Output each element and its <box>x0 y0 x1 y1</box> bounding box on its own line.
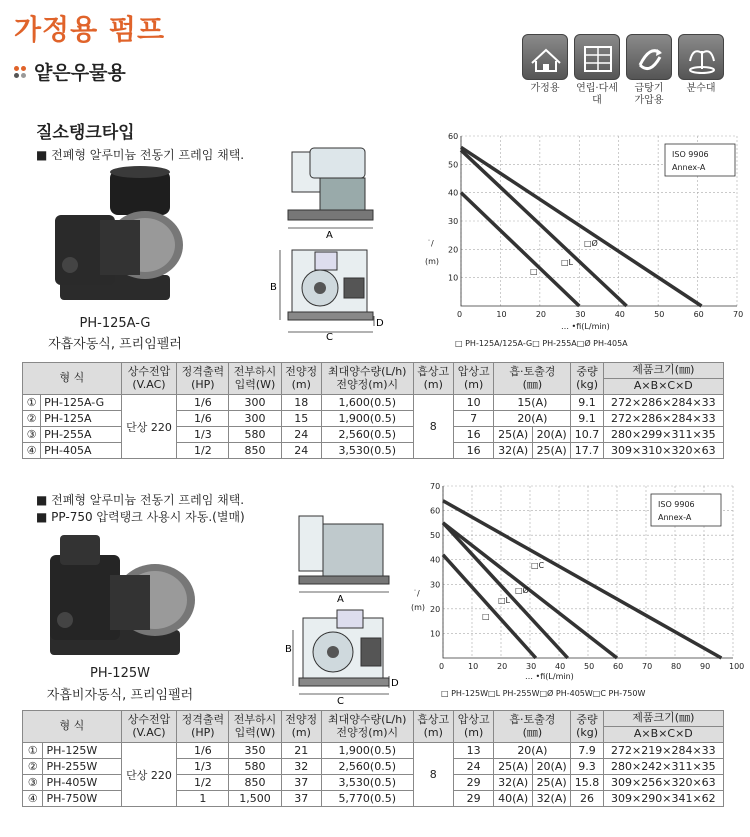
cell-hp: 1/6 <box>177 411 229 427</box>
chart2-curve-label-3: □Ø <box>515 586 529 595</box>
cell-hp: 1/3 <box>177 759 229 775</box>
cell-w: 580 <box>229 759 281 775</box>
col-size: 제품크기(㎜) <box>603 363 723 379</box>
chart2-iso-line2: Annex-A <box>658 513 692 522</box>
col-flow: 최대양수량(L/h) 전양정(m)시 <box>321 363 413 395</box>
page-title: 가정용 펌프 <box>14 13 165 46</box>
col2-voltage: 상수전압 (V.AC) <box>121 711 177 743</box>
cell-port2: 32(A) <box>532 791 570 807</box>
dim-c-label: C <box>326 332 333 340</box>
cell-w: 850 <box>229 775 281 791</box>
cell-port2: 25(A) <box>532 775 570 791</box>
dim-d-label: D <box>376 318 384 329</box>
col-hp: 정격출력 (HP) <box>177 363 229 395</box>
performance-chart-2 <box>405 478 745 703</box>
cell-w: 300 <box>229 395 281 411</box>
dimension-drawing-2 <box>285 510 405 705</box>
y-tick-label: 60 <box>448 132 459 141</box>
cell-push: 29 <box>453 791 493 807</box>
y-tick-label: 50 <box>448 160 459 170</box>
x-tick-label: 100 <box>729 662 745 671</box>
cell-voltage: 단상 220 <box>121 395 177 459</box>
x-tick-label: 20 <box>497 662 508 671</box>
cell-head: 24 <box>281 427 321 443</box>
cell-model: PH-125A <box>41 411 122 427</box>
col-weight: 중량 (kg) <box>571 363 603 395</box>
col-port: 흡·토출경 (㎜) <box>494 363 571 395</box>
section1-note: ■ 전폐형 알루미늄 전동기 프레임 채택. <box>36 148 245 162</box>
cell-model: PH-405W <box>43 775 121 791</box>
cell-kg: 17.7 <box>571 443 603 459</box>
cell-w: 580 <box>229 427 281 443</box>
cell-no: ① <box>23 743 43 759</box>
spec-table-1 <box>22 362 724 459</box>
cell-kg: 9.1 <box>571 395 603 411</box>
dimension-drawing-1 <box>270 140 390 340</box>
chart1-legend: □ PH-125A/125A-G□ PH-255A□Ø PH-405A <box>455 339 628 348</box>
col2-size: 제품크기(㎜) <box>603 711 723 727</box>
cell-size: 309×256×320×63 <box>603 775 723 791</box>
cell-head: 15 <box>281 411 321 427</box>
cell-no: ② <box>23 759 43 775</box>
cell-w: 300 <box>229 411 281 427</box>
chart1-curve-label-1: □ <box>530 267 538 276</box>
x-tick-label: 30 <box>526 662 537 671</box>
cell-push: 10 <box>453 395 493 411</box>
boost-icon <box>626 34 672 80</box>
col2-size-sub: A×B×C×D <box>603 727 723 743</box>
dim2-b-label: B <box>285 644 292 655</box>
y-tick-label: 60 <box>430 506 441 516</box>
cell-kg: 9.1 <box>571 411 603 427</box>
col2-flow: 최대양수량(L/h) 전양정(m)시 <box>321 711 413 743</box>
y-tick-label: 10 <box>448 273 459 283</box>
y-tick-label: 30 <box>448 217 459 226</box>
usage-boost <box>626 34 672 106</box>
cell-no: ① <box>23 395 41 411</box>
cell-model: PH-750W <box>43 791 121 807</box>
series-line-2 <box>443 523 568 658</box>
cell-size: 272×219×284×33 <box>603 743 723 759</box>
cell-head: 32 <box>281 759 321 775</box>
chart2-curve-label-1: □ <box>482 612 490 621</box>
col-head: 전양정 (m) <box>281 363 321 395</box>
cell-head: 24 <box>281 443 321 459</box>
x-tick-label: 70 <box>733 310 744 319</box>
y-tick-label: 30 <box>430 580 441 590</box>
col-suction: 흡상고 (m) <box>413 363 453 395</box>
dim2-d-label: D <box>391 678 399 689</box>
cell-hp: 1/3 <box>177 427 229 443</box>
cell-flow: 5,770(0.5) <box>321 791 413 807</box>
cell-hp: 1 <box>177 791 229 807</box>
cell-suction: 8 <box>413 743 453 807</box>
y-tick-label: 40 <box>448 188 459 198</box>
cell-no: ④ <box>23 443 41 459</box>
chart1-iso-line2: Annex-A <box>672 163 706 172</box>
y-tick-label: 10 <box>430 629 441 639</box>
cell-size: 280×242×311×35 <box>603 759 723 775</box>
usage-apartment-label: 연립·다세대 <box>576 83 618 106</box>
cell-push: 29 <box>453 775 493 791</box>
cell-no: ④ <box>23 791 43 807</box>
product-model-2: PH-125W <box>90 666 150 681</box>
cell-model: PH-255A <box>41 427 122 443</box>
cell-kg: 10.7 <box>571 427 603 443</box>
cell-no: ③ <box>23 775 43 791</box>
cell-port1: 15(A) <box>494 395 571 411</box>
cell-head: 21 <box>281 743 321 759</box>
x-tick-label: 10 <box>468 662 479 671</box>
cell-model: PH-125W <box>43 743 121 759</box>
cell-port1: 20(A) <box>494 743 571 759</box>
cell-flow: 1,600(0.5) <box>321 395 413 411</box>
cell-no: ③ <box>23 427 41 443</box>
col-watt: 전부하시 입력(W) <box>229 363 281 395</box>
chart2-curve-label-4: □C <box>531 561 545 570</box>
cell-kg: 26 <box>571 791 603 807</box>
chart2-curve-label-2: □L <box>498 596 511 605</box>
col-voltage: 상수전압 (V.AC) <box>121 363 177 395</box>
col2-port: 흡·토출경 (㎜) <box>494 711 571 743</box>
usage-fountain-label: 분수대 <box>686 83 716 94</box>
product-desc-1: 자흡자동식, 프리임펠러 <box>48 337 182 352</box>
chart1-curve-label-3: □Ø <box>584 239 598 248</box>
cell-head: 18 <box>281 395 321 411</box>
col2-model: 형 식 <box>23 711 122 743</box>
chart2-ylabel-b: (m) <box>411 603 426 612</box>
table-row <box>23 395 724 411</box>
product-model-1: PH-125A-G <box>79 316 151 331</box>
chart1-ylabel-a: ˙/ <box>427 239 434 248</box>
y-tick-label: 20 <box>448 245 459 255</box>
y-tick-label: 20 <box>430 604 441 614</box>
dim2-a-label: A <box>337 594 344 605</box>
usage-house-label: 가정용 <box>530 83 560 94</box>
x-tick-label: 60 <box>693 310 704 319</box>
performance-chart-1 <box>415 128 745 353</box>
series-line-2 <box>461 150 627 306</box>
y-tick-label: 70 <box>430 482 441 491</box>
chart2-iso-line1: ISO 9906 <box>658 500 695 509</box>
cell-push: 24 <box>453 759 493 775</box>
cell-flow: 2,560(0.5) <box>321 759 413 775</box>
cell-hp: 1/6 <box>177 395 229 411</box>
cell-push: 16 <box>453 443 493 459</box>
col-model: 형 식 <box>23 363 122 395</box>
page-subtitle <box>14 58 126 85</box>
product-desc-2: 자흡비자동식, 프리임펠러 <box>46 688 194 703</box>
cell-size: 272×286×284×33 <box>603 395 723 411</box>
x-tick-label: 80 <box>671 662 682 671</box>
x-tick-label: 20 <box>535 310 547 319</box>
cell-size: 309×290×341×62 <box>603 791 723 807</box>
y-tick-label: 50 <box>430 531 441 541</box>
x-tick-label: 40 <box>614 310 625 319</box>
cell-model: PH-405A <box>41 443 122 459</box>
cell-hp: 1/2 <box>177 775 229 791</box>
chart1-iso-line1: ISO 9906 <box>672 150 709 159</box>
cell-voltage: 단상 220 <box>121 743 177 807</box>
chart1-ylabel-b: (m) <box>425 257 440 266</box>
section2-note-1: ■ 전폐형 알루미늄 전동기 프레임 채택. <box>36 493 245 507</box>
x-tick-label: 10 <box>496 310 507 319</box>
usage-boost-label: 급탕기 가압용 <box>634 83 664 106</box>
cell-flow: 1,900(0.5) <box>321 743 413 759</box>
cell-w: 850 <box>229 443 281 459</box>
chart1-curve-label-2: □L <box>561 258 574 267</box>
usage-house <box>522 34 568 106</box>
cell-suction: 8 <box>413 395 453 459</box>
x-tick-label: 70 <box>642 662 653 671</box>
cell-hp: 1/6 <box>177 743 229 759</box>
cell-port1: 25(A) <box>494 759 532 775</box>
cell-port2: 20(A) <box>532 759 570 775</box>
bullet-dots-icon <box>14 66 26 78</box>
x-tick-label: 60 <box>613 662 624 671</box>
x-tick-label: 40 <box>555 662 566 671</box>
cell-kg: 7.9 <box>571 743 603 759</box>
cell-head: 37 <box>281 775 321 791</box>
x-tick-label: 30 <box>575 310 586 319</box>
cell-flow: 1,900(0.5) <box>321 411 413 427</box>
chart2-legend: □ PH-125W□L PH-255W□Ø PH-405W□C PH-750W <box>441 689 646 698</box>
cell-push: 16 <box>453 427 493 443</box>
cell-port1: 32(A) <box>494 775 532 791</box>
cell-head: 37 <box>281 791 321 807</box>
cell-model: PH-125A-G <box>41 395 122 411</box>
x-tick-label: 50 <box>654 310 665 319</box>
cell-port1: 20(A) <box>494 411 571 427</box>
cell-w: 1,500 <box>229 791 281 807</box>
cell-flow: 2,560(0.5) <box>321 427 413 443</box>
col-size-sub: A×B×C×D <box>603 379 723 395</box>
x-tick-label: 0 <box>457 310 463 319</box>
chart2-ylabel-a: ˙/ <box>413 589 420 598</box>
cell-port2: 20(A) <box>532 427 570 443</box>
section2-note-2: ■ PP-750 압력탱크 사용시 자동.(별매) <box>36 510 245 524</box>
cell-push: 7 <box>453 411 493 427</box>
x-tick-label: 90 <box>700 662 711 671</box>
table-row <box>23 743 724 759</box>
usage-icons <box>522 34 724 106</box>
usage-fountain <box>678 34 724 106</box>
house-icon <box>522 34 568 80</box>
dim2-c-label: C <box>337 696 344 705</box>
subtitle-text: 얕은우물용 <box>34 62 126 84</box>
pump-photo-ph125ag <box>40 160 190 315</box>
dim-b-label: B <box>270 282 277 293</box>
col2-hp: 정격출력 (HP) <box>177 711 229 743</box>
col-push: 압상고 (m) <box>453 363 493 395</box>
chart1-xlabel: … •fi(L/min) <box>561 322 610 331</box>
usage-apartment <box>574 34 620 106</box>
cell-model: PH-255W <box>43 759 121 775</box>
x-tick-label: 0 <box>439 662 445 671</box>
col2-suction: 흡상고 (m) <box>413 711 453 743</box>
cell-no: ② <box>23 411 41 427</box>
cell-port1: 32(A) <box>494 443 532 459</box>
cell-port1: 25(A) <box>494 427 532 443</box>
apartment-icon <box>574 34 620 80</box>
y-tick-label: 40 <box>430 555 441 565</box>
cell-kg: 9.3 <box>571 759 603 775</box>
x-tick-label: 50 <box>584 662 595 671</box>
dim-a-label: A <box>326 230 333 241</box>
fountain-icon <box>678 34 724 80</box>
pump-photo-ph125w <box>40 525 200 665</box>
cell-hp: 1/2 <box>177 443 229 459</box>
spec-table-2 <box>22 710 724 807</box>
section-title: 질소탱크타입 <box>36 123 135 143</box>
cell-size: 272×286×284×33 <box>603 411 723 427</box>
cell-kg: 15.8 <box>571 775 603 791</box>
cell-w: 350 <box>229 743 281 759</box>
cell-flow: 3,530(0.5) <box>321 443 413 459</box>
cell-size: 280×299×311×35 <box>603 427 723 443</box>
col2-head: 전양정 (m) <box>281 711 321 743</box>
cell-port1: 40(A) <box>494 791 532 807</box>
cell-flow: 3,530(0.5) <box>321 775 413 791</box>
cell-size: 309×310×320×63 <box>603 443 723 459</box>
col2-push: 압상고 (m) <box>453 711 493 743</box>
cell-port2: 25(A) <box>532 443 570 459</box>
chart2-xlabel: … •fi(L/min) <box>525 672 574 681</box>
col2-watt: 전부하시 입력(W) <box>229 711 281 743</box>
cell-push: 13 <box>453 743 493 759</box>
col2-weight: 중량 (kg) <box>571 711 603 743</box>
